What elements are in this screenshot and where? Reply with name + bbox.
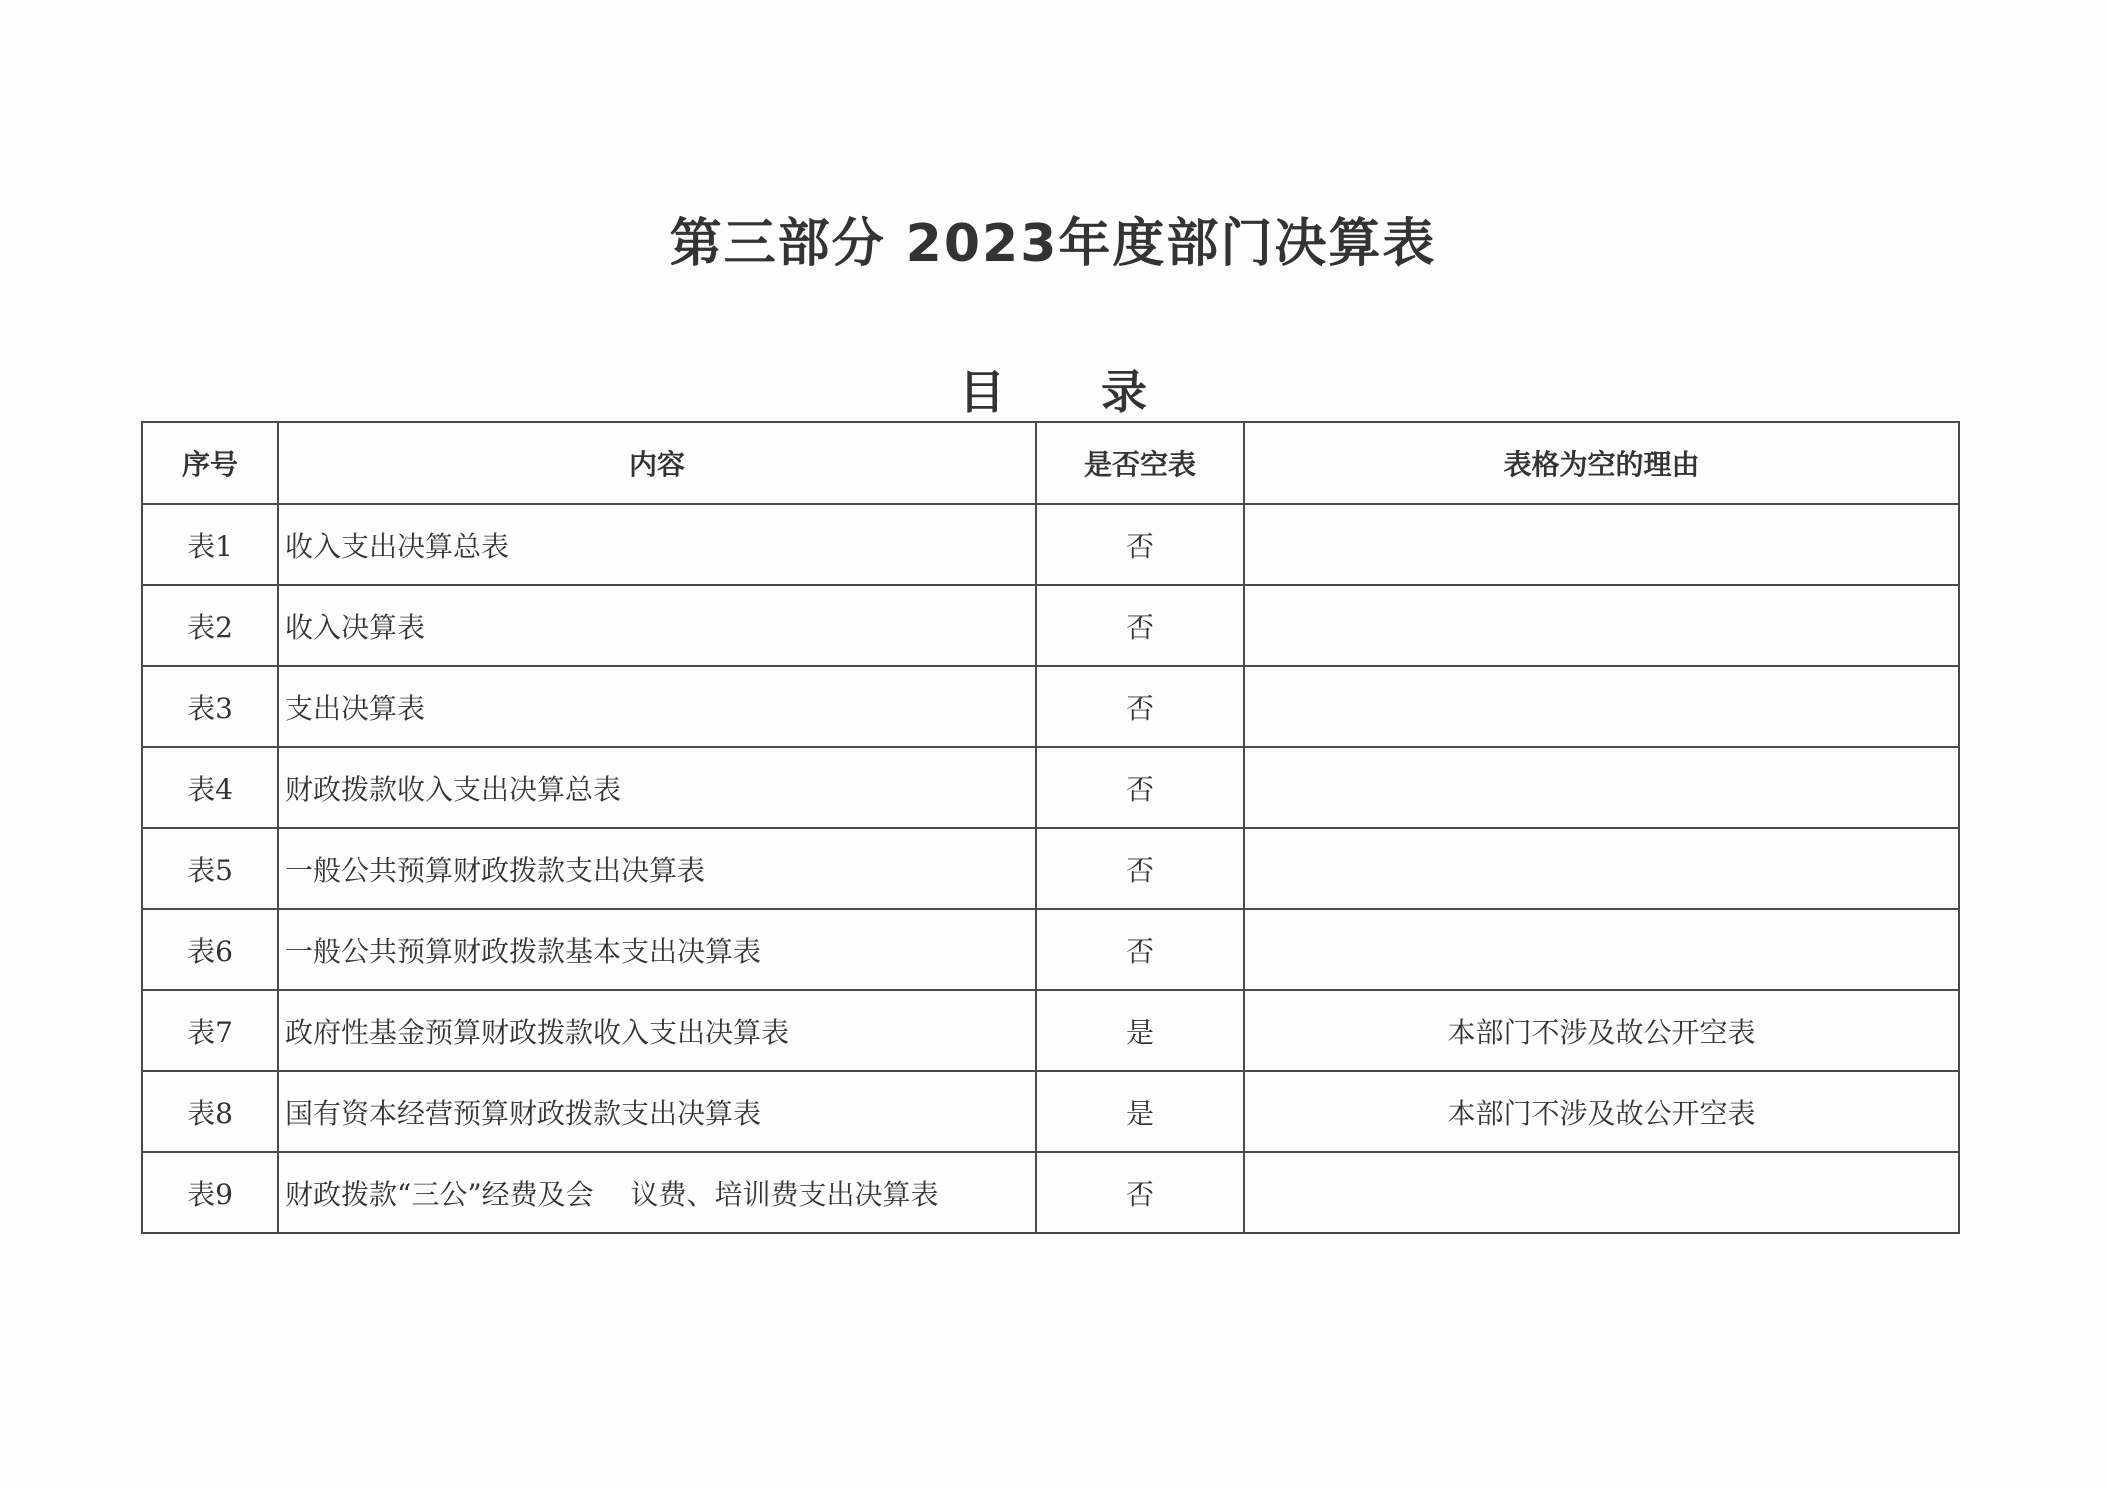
row-is-empty: 否: [1036, 828, 1244, 909]
header-reason: 表格为空的理由: [1244, 422, 1959, 504]
row-content: 国有资本经营预算财政拨款支出决算表: [278, 1071, 1036, 1152]
row-is-empty: 否: [1036, 909, 1244, 990]
row-no: 表7: [142, 990, 278, 1071]
row-reason: 本部门不涉及故公开空表: [1244, 1071, 1959, 1152]
row-content: 政府性基金预算财政拨款收入支出决算表: [278, 990, 1036, 1071]
table-header-row: [142, 422, 1959, 504]
row-no: 表4: [142, 747, 278, 828]
page-title: 第三部分 2023年度部门决算表: [669, 214, 1437, 274]
table-row: [142, 1152, 1959, 1233]
row-is-empty: 否: [1036, 504, 1244, 585]
row-is-empty: 否: [1036, 585, 1244, 666]
row-content: 一般公共预算财政拨款支出决算表: [278, 828, 1036, 909]
table-row: [142, 990, 1959, 1071]
header-no: 序号: [142, 422, 278, 504]
row-reason: [1244, 747, 1959, 828]
row-content: 一般公共预算财政拨款基本支出决算表: [278, 909, 1036, 990]
row-reason: [1244, 1152, 1959, 1233]
table-row: [142, 747, 1959, 828]
table-row: [142, 666, 1959, 747]
row-reason: [1244, 666, 1959, 747]
row-is-empty: 否: [1036, 747, 1244, 828]
row-content: 财政拨款“三公”经费及会 议费、培训费支出决算表: [278, 1152, 1036, 1233]
row-reason: [1244, 828, 1959, 909]
row-no: 表6: [142, 909, 278, 990]
row-reason: [1244, 909, 1959, 990]
row-no: 表8: [142, 1071, 278, 1152]
row-no: 表5: [142, 828, 278, 909]
table-row: [142, 1071, 1959, 1152]
table-row: [142, 909, 1959, 990]
toc-heading: 目 录: [958, 365, 1187, 419]
row-content: 收入支出决算总表: [278, 504, 1036, 585]
row-reason: [1244, 585, 1959, 666]
row-no: 表1: [142, 504, 278, 585]
row-content: 收入决算表: [278, 585, 1036, 666]
table-row: [142, 585, 1959, 666]
header-is-empty: 是否空表: [1036, 422, 1244, 504]
row-no: 表2: [142, 585, 278, 666]
row-no: 表3: [142, 666, 278, 747]
row-reason: 本部门不涉及故公开空表: [1244, 990, 1959, 1071]
row-reason: [1244, 504, 1959, 585]
row-content: 支出决算表: [278, 666, 1036, 747]
row-content: 财政拨款收入支出决算总表: [278, 747, 1036, 828]
table-row: [142, 828, 1959, 909]
row-no: 表9: [142, 1152, 278, 1233]
row-is-empty: 是: [1036, 990, 1244, 1071]
header-content: 内容: [278, 422, 1036, 504]
row-is-empty: 是: [1036, 1071, 1244, 1152]
row-is-empty: 否: [1036, 666, 1244, 747]
row-is-empty: 否: [1036, 1152, 1244, 1233]
toc-table: [141, 421, 1960, 1234]
table-row: [142, 504, 1959, 585]
